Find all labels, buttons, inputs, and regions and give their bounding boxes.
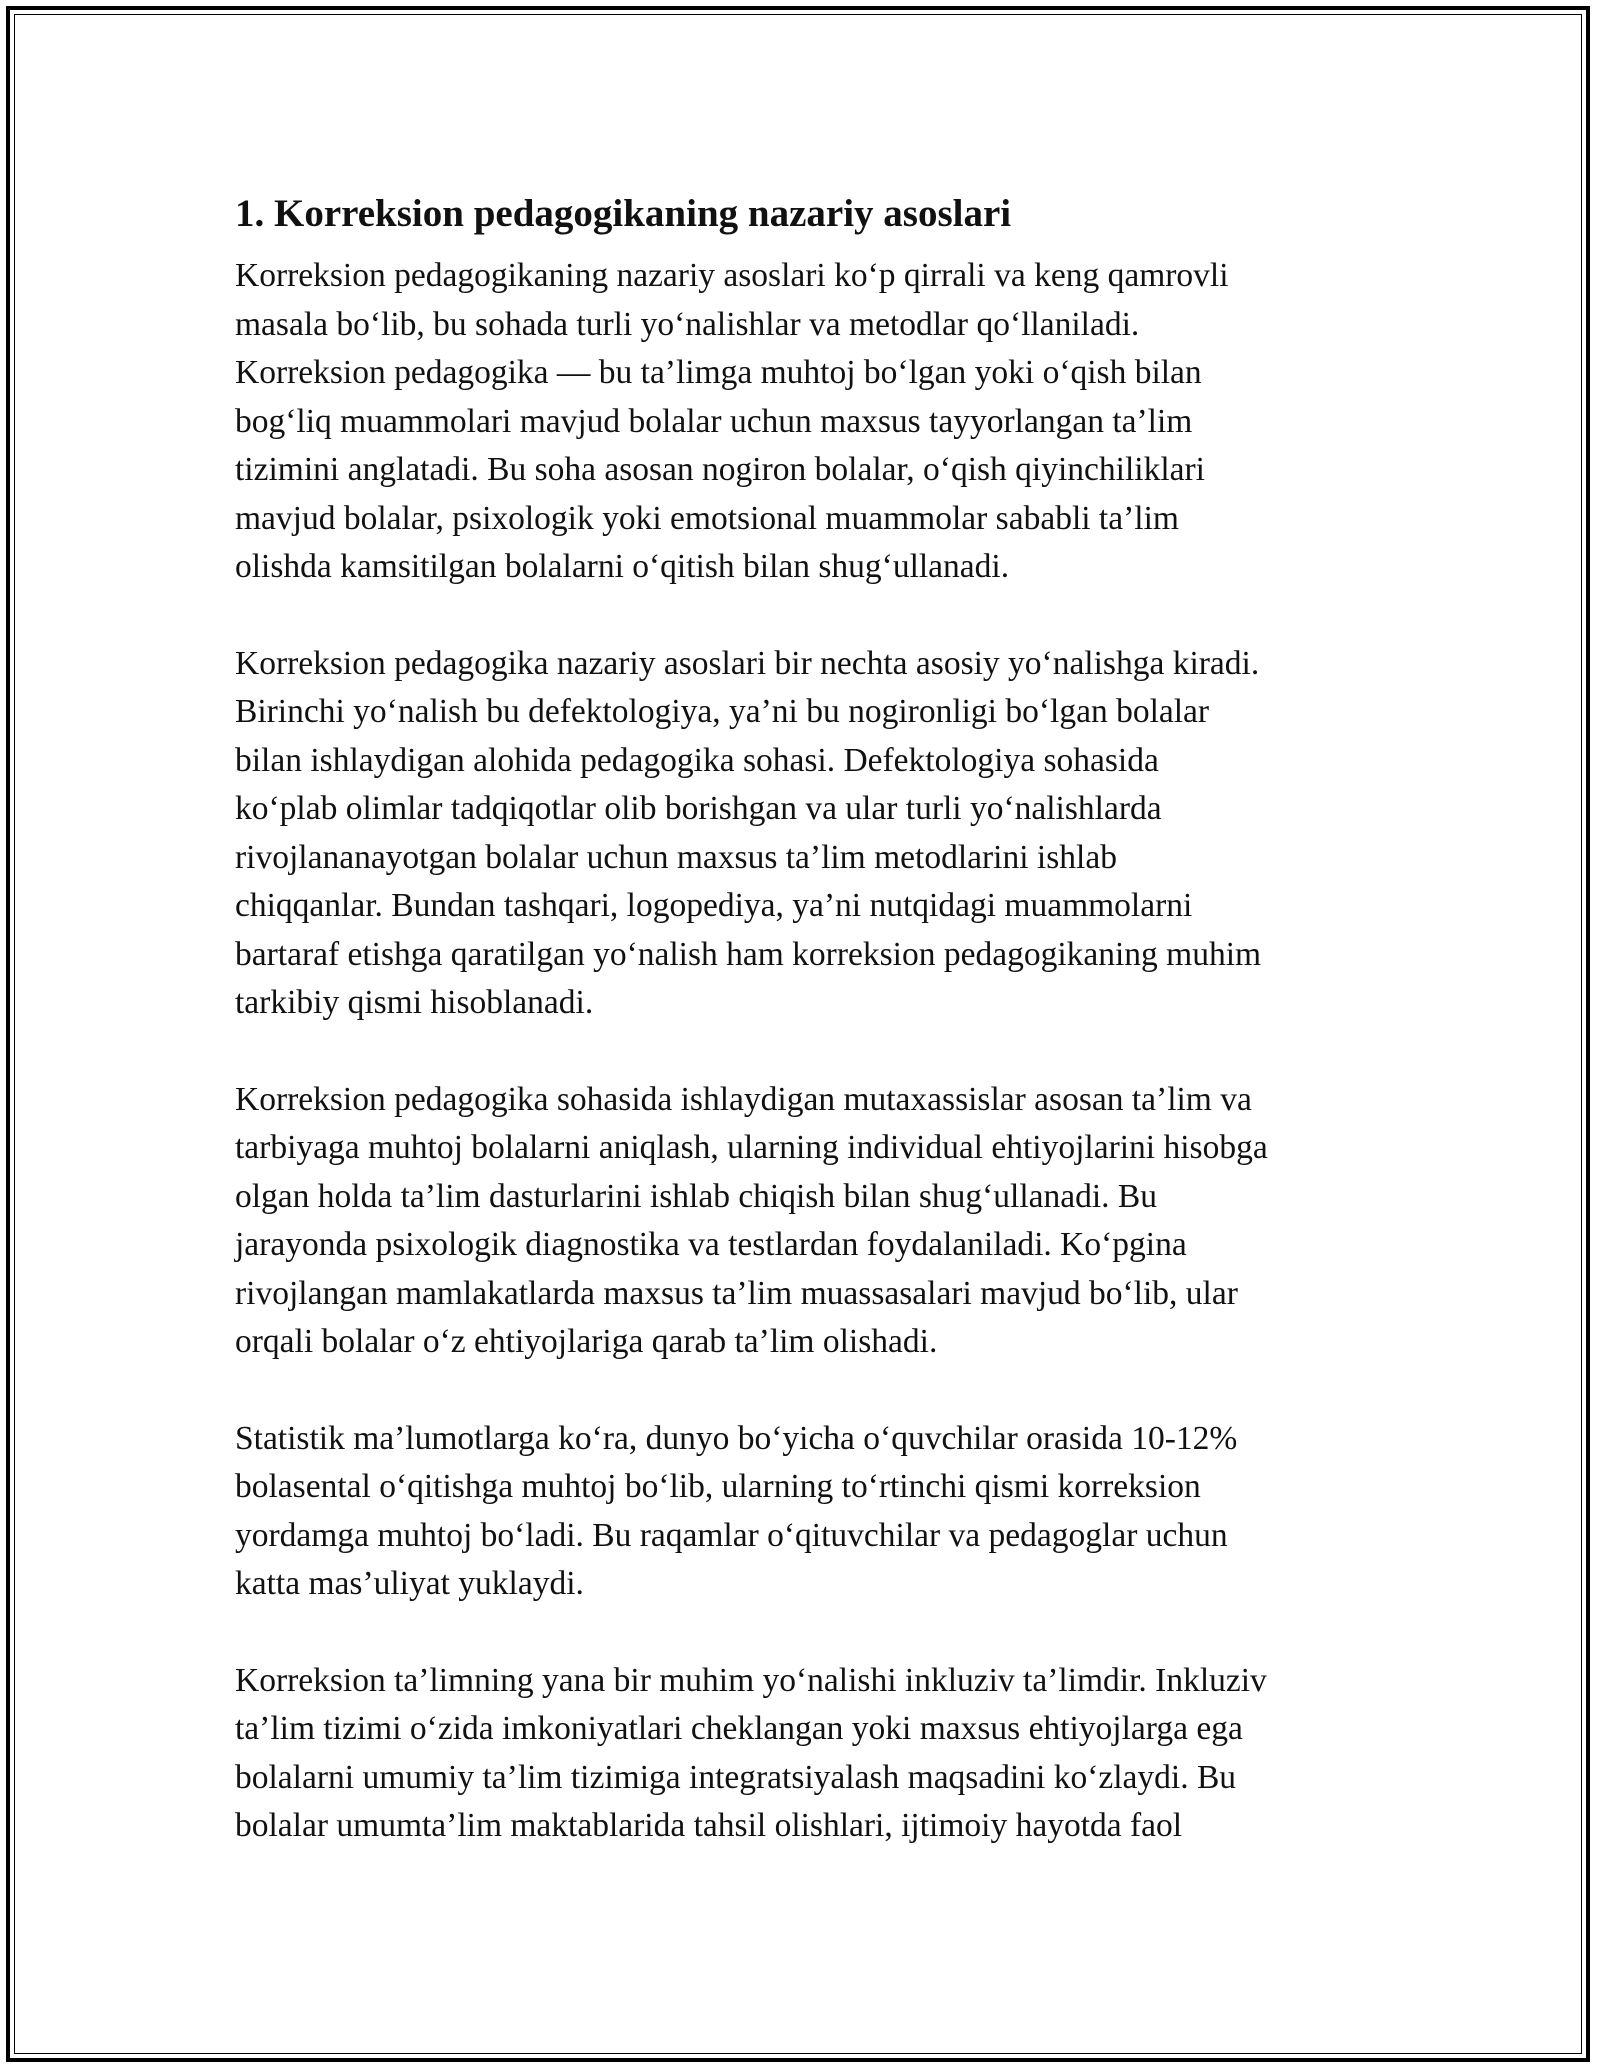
paragraph-3: Korreksion pedagogika sohasida ishlaydigan mutaxassislar asosan ta’lim va tarbiyaga muhtoj bolalarni aniqlash, ularning individual ehtiyojlarini hisobga olgan holda ta’lim dasturlarini ishlab chiqish bilan shug‘ullanadi. Bu jarayonda psixologik diagnostika va testlardan foydalaniladi. Ko‘pgina rivojlangan mamlakatlarda maxsus ta’lim muassasalari mavjud bo‘lib, ular orqali bolalar o‘z ehtiyojlariga qarab ta’lim olishadi. — [235, 1080, 1268, 1360]
paragraph-2: Korreksion pedagogika nazariy asoslari bir nechta asosiy yo‘nalishga kiradi. Birinchi yo‘nalish bu defektologiya, ya’ni bu nogironligi bo‘lgan bolalar bilan ishlaydigan alohida pedagogika sohasi. Defektologiya sohasida ko‘plab olimlar tadqiqotlar olib borishgan va ular turli yo‘nalishlarda rivojlananayotgan bolalar uchun maxsus ta’lim metodlarini ishlab chiqqanlar. Bundan tashqari, logopediya, ya’ni nutqidagi muammolarni bartaraf etishga qaratilgan yo‘nalish ham korreksion pedagogikaning muhim tarkibiy qismi hisoblanadi. — [235, 644, 1262, 1021]
paragraph-4: Statistik ma’lumotlarga ko‘ra, dunyo bo‘yicha o‘quvchilar orasida 10-12% bolasental o‘qitishga muhtoj bo‘lib, ularning to‘rtinchi qismi korreksion yordamga muhtoj bo‘ladi. Bu raqamlar o‘qituvchilar va pedagoglar uchun katta mas’uliyat yuklaydi. — [235, 1419, 1238, 1602]
document-body — [235, 188, 1375, 1899]
paragraph-5: Korreksion ta’limning yana bir muhim yo‘nalishi inkluziv ta’limdir. Inkluziv ta’lim tizimi o‘zida imkoniyatlari cheklangan yoki maxsus ehtiyojlarga ega bolalarni umumiy ta’lim tizimiga integratsiyalash maqsadini ko‘zlaydi. Bu bolalar umumta’lim maktablarida tahsil olishlari, ijtimoiy hayotda faol — [235, 1661, 1267, 1844]
section-heading: 1. Korreksion pedagogikaning nazariy asoslari — [235, 192, 1012, 235]
paragraph-1: Korreksion pedagogikaning nazariy asoslari ko‘p qirrali va keng qamrovli masala bo‘lib, bu sohada turli yo‘nalishlar va metodlar qo‘llaniladi. Korreksion pedagogika — bu ta’limga muhtoj bo‘lgan yoki o‘qish bilan bog‘liq muammolari mavjud bolalar uchun maxsus tayyorlangan ta’lim tizimini anglatadi. Bu soha asosan nogiron bolalar, o‘qish qiyinchiliklari mavjud bolalar, psixologik yoki emotsional muammolar sababli ta’lim olishda kamsitilgan bolalarni o‘qitish bilan shug‘ullanadi. — [235, 257, 1229, 585]
